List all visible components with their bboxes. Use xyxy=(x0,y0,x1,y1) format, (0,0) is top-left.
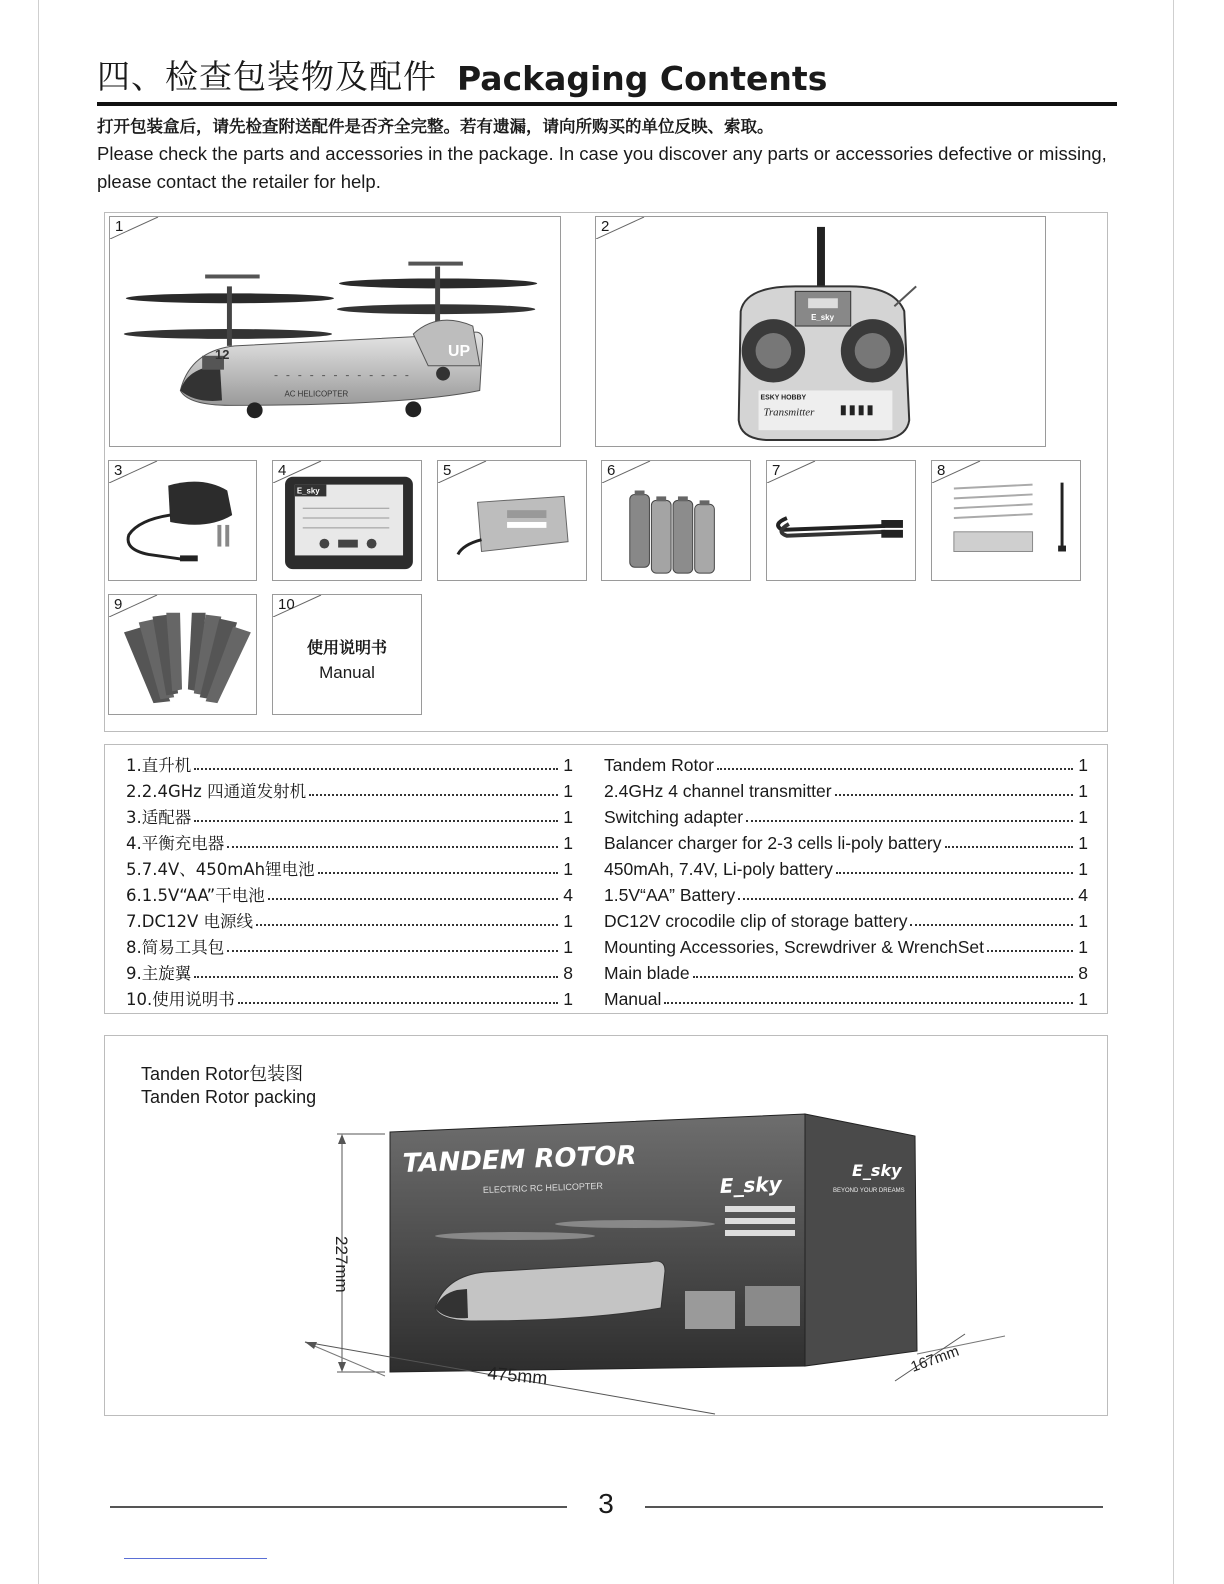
part-number: 9 xyxy=(114,596,123,613)
list-item: Switching adapter 1 xyxy=(604,807,1088,827)
packaging-box-illustration xyxy=(105,1036,1109,1417)
dimension-height: 227mm xyxy=(332,1236,351,1293)
list-item: 2.2.4GHz 四通道发射机 1 xyxy=(126,781,573,801)
side-brand-logo: E_sky xyxy=(852,1161,902,1180)
list-item: 9.主旋翼 8 xyxy=(126,963,573,983)
list-item: 450mAh, 7.4V, Li-poly battery 1 xyxy=(604,859,1088,879)
part-number: 1 xyxy=(115,218,124,235)
part-number: 10 xyxy=(278,596,295,613)
intro-zh: 打开包装盒后，请先检查附送配件是否齐全完整。若有遗漏，请向所购买的单位反映、索取。 xyxy=(97,117,774,136)
part-number: 3 xyxy=(114,462,123,479)
part-number: 4 xyxy=(278,462,287,479)
box-title: TANDEM ROTOR xyxy=(402,1140,637,1179)
list-item: 7.DC12V 电源线 1 xyxy=(126,911,573,931)
box-subtitle: ELECTRIC RC HELICOPTER xyxy=(482,1180,604,1195)
page-number: 3 xyxy=(598,1488,614,1519)
list-item: Mounting Accessories, Screwdriver & WrenchSet 1 xyxy=(604,937,1088,957)
svg-text:AC HELICOPTER: AC HELICOPTER xyxy=(284,389,349,399)
part-tile-10 xyxy=(272,594,422,715)
part-number: 7 xyxy=(772,462,781,479)
svg-text:E_sky: E_sky xyxy=(296,486,320,496)
dimension-depth: 167mm xyxy=(908,1342,962,1376)
list-item: 2.4GHz 4 channel transmitter 1 xyxy=(604,781,1088,801)
parts-gallery xyxy=(104,212,1108,732)
transmitter-icon xyxy=(596,217,1045,446)
part-number: 6 xyxy=(607,462,616,479)
footer-rule-left xyxy=(110,1506,567,1508)
list-item: 3.适配器 1 xyxy=(126,807,573,827)
footer-link-line xyxy=(124,1558,267,1559)
part-number: 5 xyxy=(443,462,452,479)
list-item: 1.5V“AA” Battery 4 xyxy=(604,885,1088,905)
list-item: DC12V crocodile clip of storage battery 1 xyxy=(604,911,1088,931)
list-item: 10.使用说明书 1 xyxy=(126,989,573,1009)
part-number: 8 xyxy=(937,462,946,479)
part-tile-8 xyxy=(931,460,1081,581)
part-tile-4 xyxy=(272,460,422,581)
part-tile-7 xyxy=(766,460,916,581)
heading-en: Packaging Contents xyxy=(457,59,828,98)
svg-text:12: 12 xyxy=(215,346,230,362)
brand-slogan: BEYOND YOUR DREAMS xyxy=(833,1188,905,1194)
brand-logo: E_sky xyxy=(719,1171,783,1198)
footer-rule-right xyxy=(645,1506,1103,1508)
part-tile-2 xyxy=(595,216,1046,447)
svg-text:ESKY HOBBY: ESKY HOBBY xyxy=(760,394,807,402)
parts-list xyxy=(104,744,1108,1014)
manual-label-zh: 使用说明书 xyxy=(306,638,387,657)
helicopter-icon xyxy=(110,217,560,446)
list-item: 4.平衡充电器 1 xyxy=(126,833,573,853)
part-tile-3 xyxy=(108,460,257,581)
list-item: Tandem Rotor 1 xyxy=(604,755,1088,775)
list-item: 8.简易工具包 1 xyxy=(126,937,573,957)
list-item: 6.1.5V“AA”干电池 4 xyxy=(126,885,573,905)
part-number: 2 xyxy=(601,218,610,235)
manual-label-en: Manual xyxy=(319,663,375,682)
list-item: Manual 1 xyxy=(604,989,1088,1009)
section-heading xyxy=(97,58,1117,106)
svg-text:E_sky: E_sky xyxy=(811,313,835,323)
intro-en: Please check the parts and accessories in the package. In case you discover any parts or accessories defective or missing, please contact the retailer for help. xyxy=(97,143,1107,192)
heading-zh: 四、检查包装物及配件 xyxy=(97,57,437,96)
svg-text:UP: UP xyxy=(448,342,471,360)
list-item: Main blade 8 xyxy=(604,963,1088,983)
part-tile-1 xyxy=(109,216,561,447)
manual-label xyxy=(273,635,421,685)
packaging-title-en: Tanden Rotor packing xyxy=(141,1087,317,1107)
part-tile-6 xyxy=(601,460,751,581)
packaging-figure xyxy=(104,1035,1108,1416)
part-tile-9 xyxy=(108,594,257,715)
list-item: Balancer charger for 2-3 cells li-poly battery 1 xyxy=(604,833,1088,853)
svg-text:Transmitter: Transmitter xyxy=(763,406,815,419)
list-item: 1.直升机 1 xyxy=(126,755,573,775)
part-tile-5 xyxy=(437,460,587,581)
list-item: 5.7.4V、450mAh锂电池 1 xyxy=(126,859,573,879)
dimension-length: 475mm xyxy=(486,1363,549,1389)
packaging-title-zh: Tanden Rotor包装图 xyxy=(141,1064,304,1084)
